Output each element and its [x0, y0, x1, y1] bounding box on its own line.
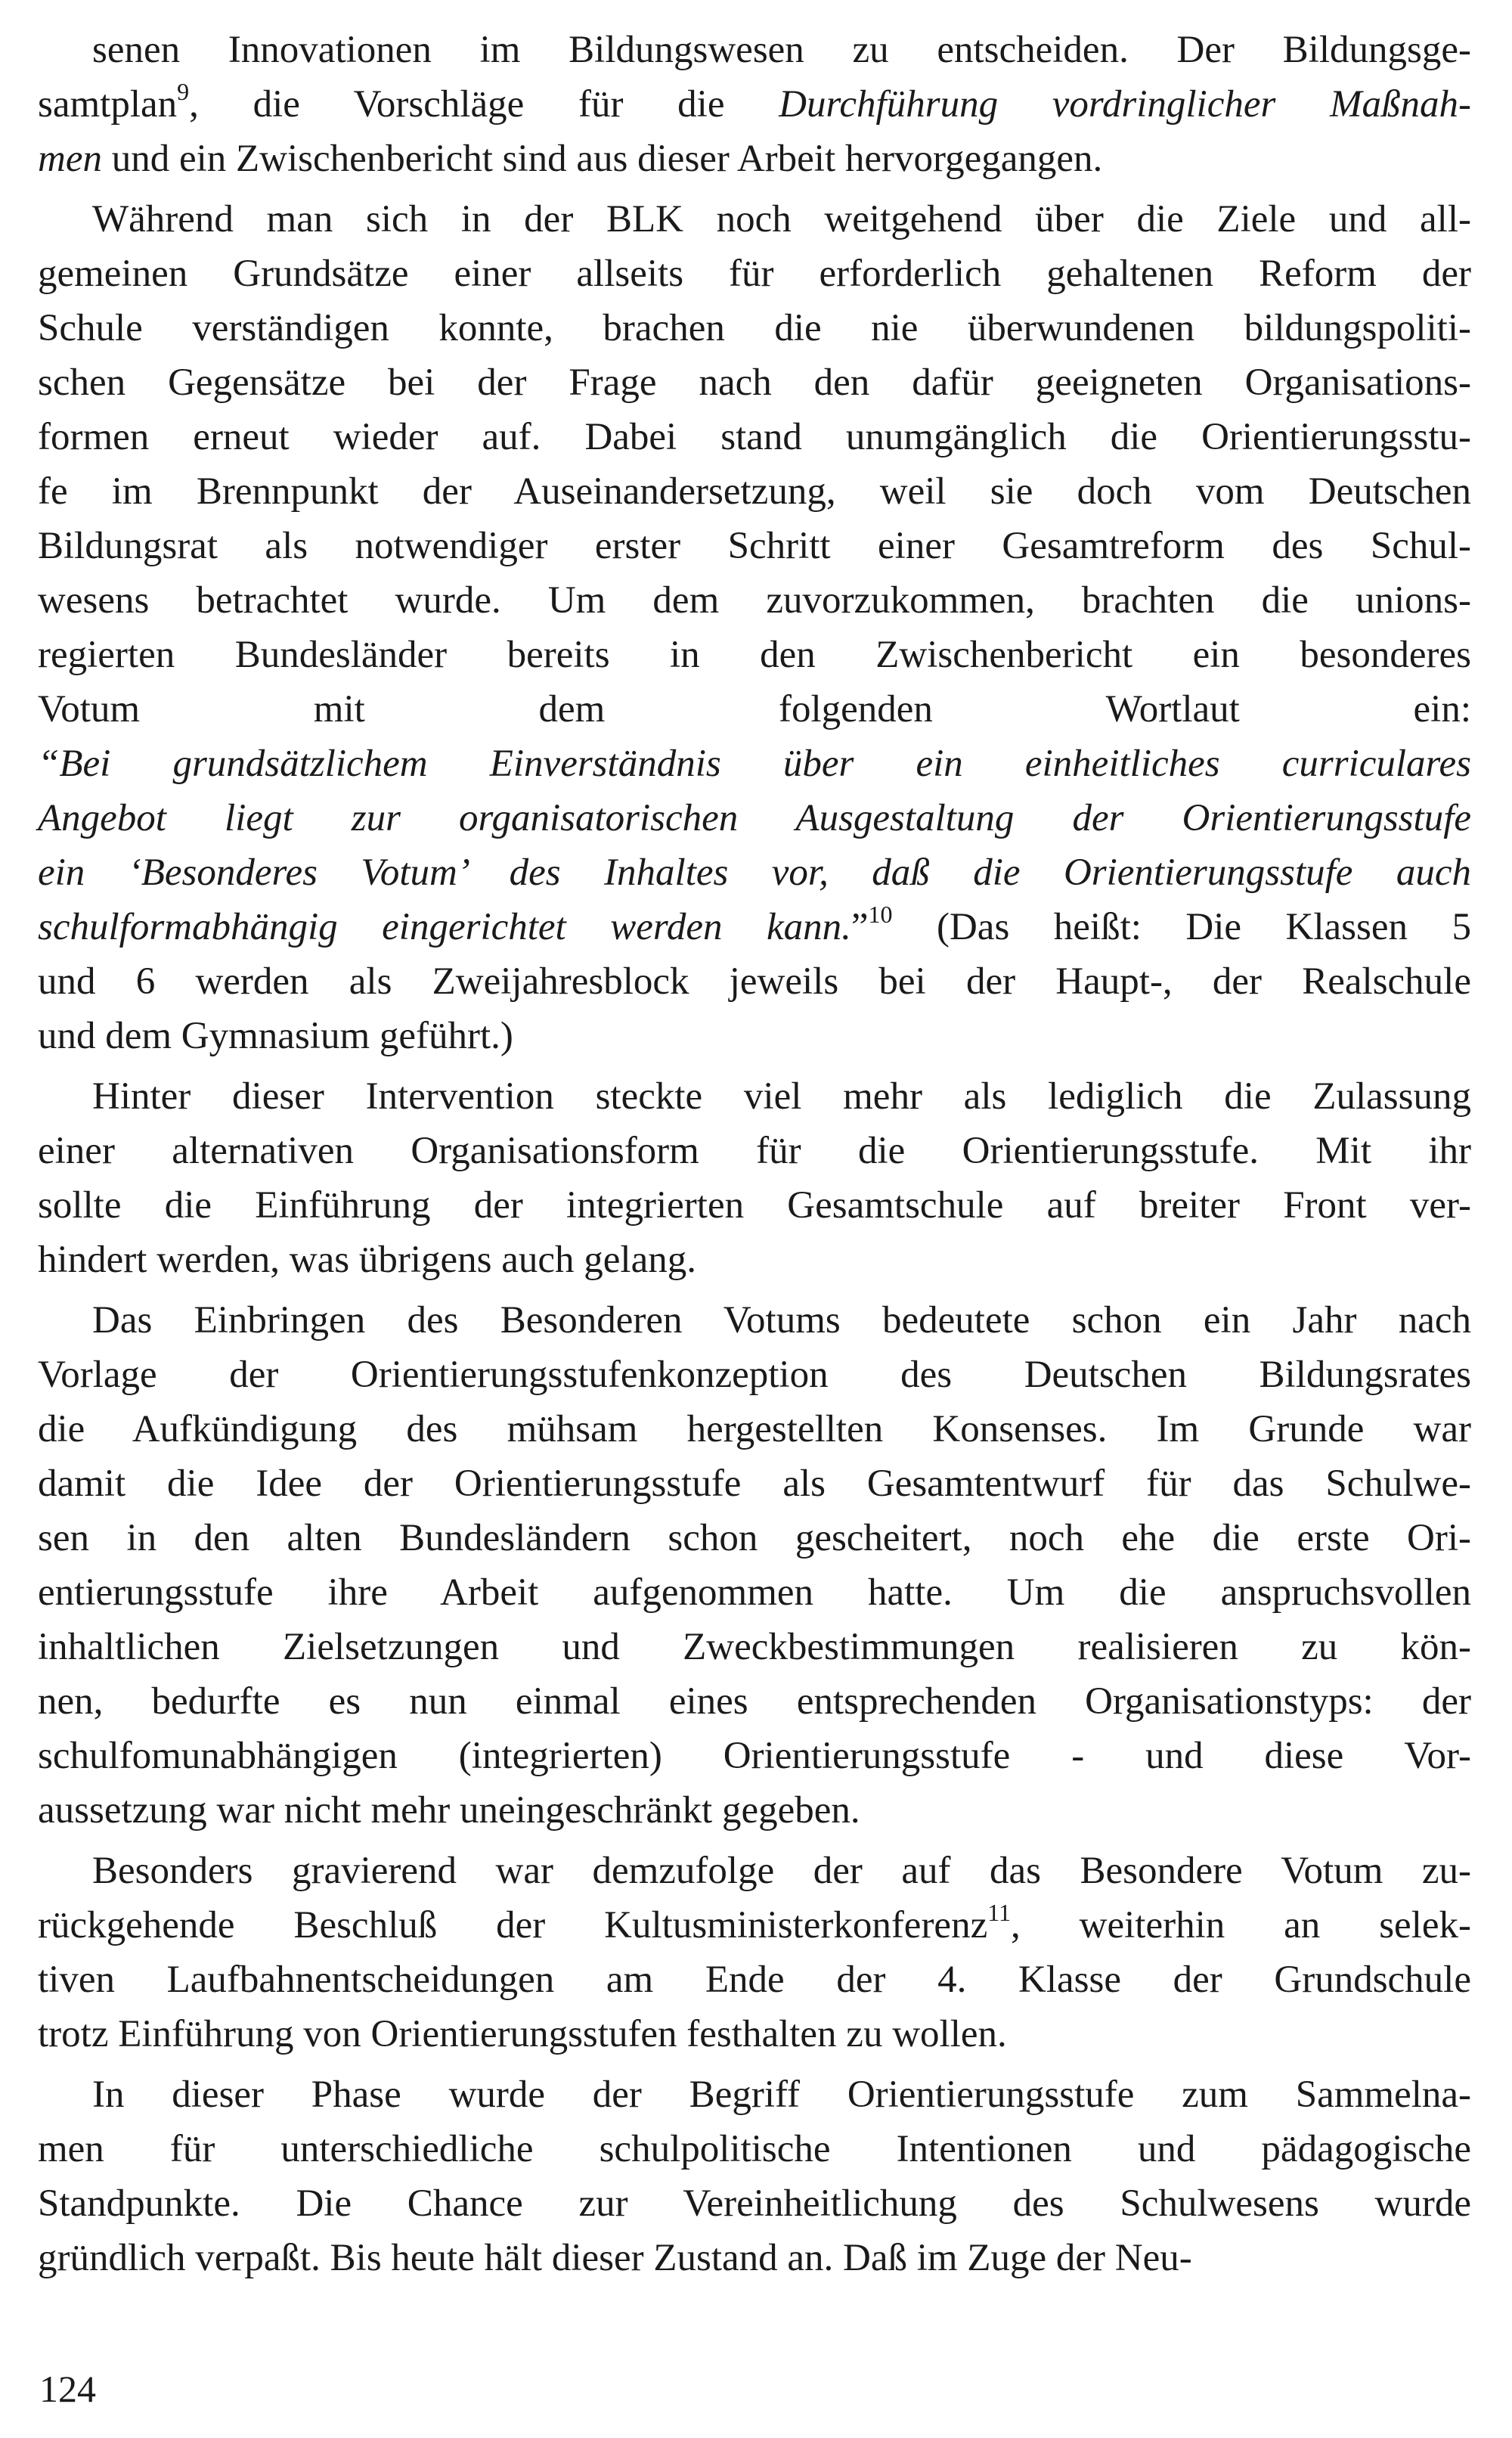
text-line	[38, 737, 1471, 791]
text-run: tiven Laufbahnentscheidungen am Ende der 4. Klasse der Grundschule	[38, 1959, 1471, 2001]
text-run: sen in den alten Bundesländern schon gescheitert, noch ehe die erste Ori-	[38, 1517, 1471, 1559]
text-line	[38, 2007, 1471, 2061]
text-line	[38, 845, 1471, 900]
text-run: schulformabhängig eingerichtet werden kann.	[38, 906, 851, 948]
text-run: trotz Einführung von Orientierungsstufen festhalten zu wollen.	[38, 2013, 1007, 2055]
text-line	[38, 628, 1471, 682]
text-run: entierungsstufe ihre Arbeit aufgenommen hatte. Um die anspruchsvollen	[38, 1571, 1471, 1614]
text-run: Vorlage der Orientierungsstufenkonzeption des Deutschen Bildungsrates	[38, 1354, 1471, 1396]
text-run: regierten Bundesländer bereits in den Zwischenbericht ein besonderes	[38, 634, 1471, 676]
text-run: fe im Brennpunkt der Auseinandersetzung, weil sie doch vom Deutschen	[38, 470, 1471, 513]
text-run: , weiterhin an selek-	[1011, 1904, 1471, 1946]
text-line	[38, 954, 1471, 1009]
text-run: ”	[850, 906, 869, 948]
text-run: Votum mit dem folgenden Wortlaut ein:	[38, 688, 1471, 730]
text-line	[38, 573, 1471, 628]
paragraph	[38, 1069, 1471, 1287]
text-line	[38, 464, 1471, 519]
text-run: und dem Gymnasium geführt.)	[38, 1015, 513, 1057]
paragraph	[38, 1844, 1471, 2061]
text-line	[38, 1620, 1471, 1674]
text-run: Standpunkte. Die Chance zur Vereinheitlichung des Schulwesens wurde	[38, 2182, 1471, 2225]
text-run: wesens betrachtet wurde. Um dem zuvorzukommen, brachten die unions-	[38, 579, 1471, 622]
text-run: In dieser Phase wurde der Begriff Orientierungsstufe zum Sammelna-	[92, 2074, 1471, 2116]
text-run: men für unterschiedliche schulpolitische Intentionen und pädagogische	[38, 2128, 1471, 2170]
text-run: und ein Zwischenbericht sind aus dieser Arbeit hervorgegangen.	[101, 138, 1103, 180]
text-line	[38, 1898, 1471, 1953]
text-line	[38, 1348, 1471, 1402]
text-run: einer alternativen Organisationsform für die Orientierungsstufe. Mit ihr	[38, 1130, 1471, 1172]
text-line	[38, 301, 1471, 355]
text-run: , die Vorschläge für die	[189, 83, 779, 126]
text-run: rückgehende Beschluß der Kultusministerkonferenz	[38, 1904, 988, 1946]
text-line	[38, 2067, 1471, 2122]
paragraph	[38, 1293, 1471, 1838]
text-line	[38, 410, 1471, 464]
text-run: gemeinen Grundsätze einer allseits für erforderlich gehaltenen Reform der	[38, 253, 1471, 295]
text-line	[38, 900, 1471, 954]
text-line	[38, 77, 1471, 132]
text-run: Während man sich in der BLK noch weitgehend über die Ziele und all-	[92, 198, 1471, 240]
text-line	[38, 1124, 1471, 1178]
text-line	[38, 682, 1471, 737]
text-line	[38, 1456, 1471, 1511]
text-run: Schule verständigen konnte, brachen die nie überwundenen bildungspoliti-	[38, 307, 1471, 349]
text-line	[38, 1844, 1471, 1898]
text-line	[38, 519, 1471, 573]
text-line	[38, 2176, 1471, 2231]
text-line	[38, 1953, 1471, 2007]
text-run: die Aufkündigung des mühsam hergestellten Konsenses. Im Grunde war	[38, 1408, 1471, 1450]
text-run: hindert werden, was übrigens auch gelang.	[38, 1239, 696, 1281]
text-run: samtplan	[38, 83, 178, 126]
text-line	[38, 1783, 1471, 1838]
footnote-ref: 11	[987, 1899, 1012, 1926]
paragraph	[38, 192, 1471, 1063]
text-line	[38, 1565, 1471, 1620]
text-line	[38, 1674, 1471, 1729]
text-run: schen Gegensätze bei der Frage nach den dafür geeigneten Organisations-	[38, 361, 1471, 404]
text-run: ein ‘Besonderes Votum’ des Inhaltes vor, daß die Orientierungsstufe auch	[38, 851, 1471, 894]
text-run: Hinter dieser Intervention steckte viel mehr als lediglich die Zulassung	[92, 1075, 1471, 1118]
text-line	[38, 23, 1471, 77]
text-line	[38, 1293, 1471, 1348]
text-line	[38, 2231, 1471, 2285]
text-run: “Bei grundsätzlichem Einverständnis über ein einheitliches curriculares	[38, 743, 1471, 785]
text-line	[38, 1402, 1471, 1456]
text-run: inhaltlichen Zielsetzungen und Zweckbestimmungen realisieren zu kön-	[38, 1626, 1471, 1668]
text-run: Das Einbringen des Besonderen Votums bedeutete schon ein Jahr nach	[92, 1299, 1471, 1342]
text-run: nen, bedurfte es nun einmal eines entsprechenden Organisationstyps: der	[38, 1680, 1471, 1723]
text-line	[38, 132, 1471, 186]
text-run: senen Innovationen im Bildungswesen zu entscheiden. Der Bildungsge-	[92, 29, 1471, 71]
paragraph	[38, 2067, 1471, 2285]
text-line	[38, 1009, 1471, 1063]
text-run: gründlich verpaßt. Bis heute hält dieser Zustand an. Daß im Zuge der Neu-	[38, 2237, 1192, 2279]
text-run: und 6 werden als Zweijahresblock jeweils bei der Haupt-, der Realschule	[38, 960, 1471, 1003]
text-line	[38, 192, 1471, 247]
text-line	[38, 355, 1471, 410]
text-run: sollte die Einführung der integrierten Gesamtschule auf breiter Front ver-	[38, 1184, 1471, 1227]
text-run: damit die Idee der Orientierungsstufe als Gesamtentwurf für das Schulwe-	[38, 1462, 1471, 1505]
page-body	[38, 23, 1471, 2285]
paragraph	[38, 23, 1471, 186]
text-run: Durchführung vordringlicher Maßnah-	[779, 83, 1471, 126]
text-line	[38, 1069, 1471, 1124]
page-number: 124	[39, 2368, 96, 2410]
text-run: formen erneut wieder auf. Dabei stand unumgänglich die Orientierungsstu-	[38, 416, 1471, 458]
text-line	[38, 247, 1471, 301]
text-run: schulfomunabhängigen (integrierten) Orientierungsstufe - und diese Vor-	[38, 1735, 1471, 1777]
text-run: Angebot liegt zur organisatorischen Ausgestaltung der Orientierungsstufe	[38, 797, 1471, 839]
text-line	[38, 1233, 1471, 1287]
text-run: (Das heißt: Die Klassen 5	[892, 906, 1472, 948]
footnote-ref: 9	[177, 78, 190, 105]
text-line	[38, 2122, 1471, 2176]
text-line	[38, 1511, 1471, 1565]
text-run: Besonders gravierend war demzufolge der auf das Besondere Votum zu-	[92, 1850, 1471, 1892]
text-run: Bildungsrat als notwendiger erster Schritt einer Gesamtreform des Schul-	[38, 525, 1471, 567]
footnote-ref: 10	[868, 901, 893, 928]
text-run: men	[38, 138, 102, 180]
text-run: aussetzung war nicht mehr uneingeschränkt gegeben.	[38, 1789, 860, 1832]
text-line	[38, 1729, 1471, 1783]
text-line	[38, 791, 1471, 845]
text-line	[38, 1178, 1471, 1233]
